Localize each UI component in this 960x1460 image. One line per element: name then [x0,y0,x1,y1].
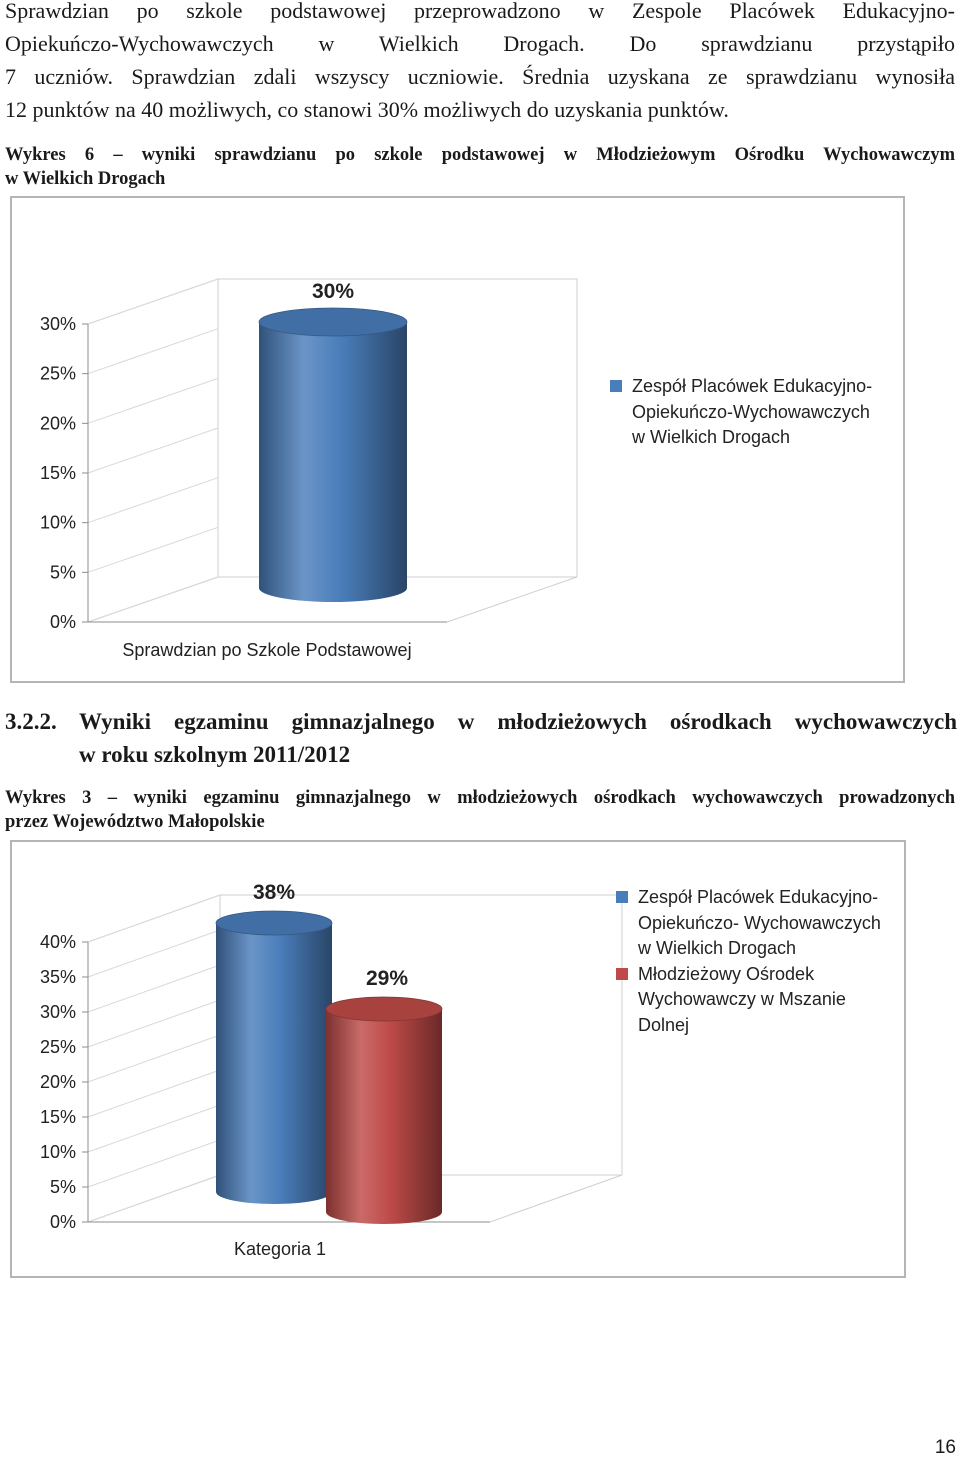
caption-line: Wykres 6 – wyniki sprawdzianu po szkole podstawowej w Młodzieżowym Ośrodku Wychowawczym [5,145,955,165]
legend-swatch [616,891,628,903]
gridline [88,478,218,523]
section-title-line2: w roku szkolnym 2011/2012 [79,742,351,767]
intro-line: Sprawdzian po szkole podstawowej przeprowadzono w Zespole Placówek Edukacyjno- [5,0,955,23]
legend-item [610,374,872,451]
legend-text: w Wielkich Drogach [638,938,797,958]
y-tick-label: 30% [39,1002,76,1022]
legend-text: Młodzieżowy Ośrodek [638,963,815,984]
bar-cylinder [326,1009,442,1224]
y-tick-label: 35% [39,967,76,987]
gridline [88,1175,220,1222]
y-tick-label: 25% [39,363,76,384]
gridline [88,329,218,374]
page-number: 16 [934,1437,956,1458]
gridline [88,1105,220,1152]
intro-line: 7 uczniów. Sprawdzian zdali wszyscy uczniowie. Średnia uzyskana ze sprawdzianu wynosiła [5,64,955,89]
legend-text: Opiekuńczo-Wychowawczych [632,401,870,422]
gridline [88,428,218,473]
section-heading [5,705,957,771]
legend-item [616,885,881,962]
gridline [88,930,220,977]
caption-line: w Wielkich Drogach [5,169,166,189]
legend-swatch [616,968,628,980]
chart1-legend [610,374,872,451]
gridline [88,965,220,1012]
chart2-frame [10,840,906,1278]
y-tick-label: 10% [39,512,76,533]
legend-text: Zespół Placówek Edukacyjno- [638,887,879,907]
x-category-label: Sprawdzian po Szkole Podstawowej [122,640,412,660]
gridline [88,279,218,324]
bar-cylinder [259,322,407,602]
y-tick-label: 20% [39,1072,76,1092]
bar-top [326,997,442,1021]
y-tick-label: 0% [49,1212,76,1232]
y-tick-label: 15% [39,463,76,483]
gridline [88,1000,220,1047]
gridline [88,895,220,942]
intro-paragraph [5,0,955,126]
intro-line: Opiekuńczo-Wychowawczych w Wielkich Drogach. Do sprawdzianu przystąpiło [5,31,955,56]
gridline [88,577,218,622]
y-tick-label: 5% [49,562,76,583]
y-tick-label: 0% [49,612,76,632]
legend-item [616,962,881,1039]
gridline [88,1070,220,1117]
y-tick-label: 15% [39,1107,76,1127]
data-label: 30% [311,280,355,303]
section-title-line1: Wyniki egzaminu gimnazjalnego w młodzieżowych ośrodkach wychowawczych [79,709,957,734]
gridline [88,378,218,423]
y-tick-label: 10% [39,1142,76,1162]
gridline [88,527,218,572]
caption-line: przez Województwo Małopolskie [5,812,265,832]
y-tick-label: 40% [39,932,76,952]
chart2-legend [616,885,881,1038]
y-tick-label: 25% [39,1037,76,1057]
y-tick-label: 20% [39,413,76,434]
data-label: 29% [365,967,409,990]
gridline [88,1035,220,1082]
gridline [88,1140,220,1187]
intro-line: 12 punktów na 40 możliwych, co stanowi 30% możliwych do uzyskania punktów. [5,97,729,122]
legend-text: Wychowawczy w Mszanie [638,989,846,1009]
legend-text: Dolnej [638,1014,690,1035]
legend-text: Zespół Placówek Edukacyjno- [632,376,873,396]
y-tick-label: 5% [49,1177,76,1197]
chart1-caption [5,143,955,191]
legend-text: Opiekuńczo- Wychowawczych [638,912,881,933]
x-category-label: Kategoria 1 [233,1239,327,1259]
legend-swatch [610,380,622,392]
y-tick-label: 30% [39,314,76,334]
legend-text: w Wielkich Drogach [632,427,791,447]
bar-cylinder [216,923,332,1204]
caption-line: Wykres 3 – wyniki egzaminu gimnazjalnego w młodzieżowych ośrodkach wychowawczych prowadzonych [5,788,955,808]
data-label: 38% [252,881,296,904]
bar-top [259,308,407,336]
section-number: 3.2.2. [5,709,57,734]
chart1-frame [10,196,905,683]
bar-top [216,911,332,935]
chart2-caption [5,786,955,834]
